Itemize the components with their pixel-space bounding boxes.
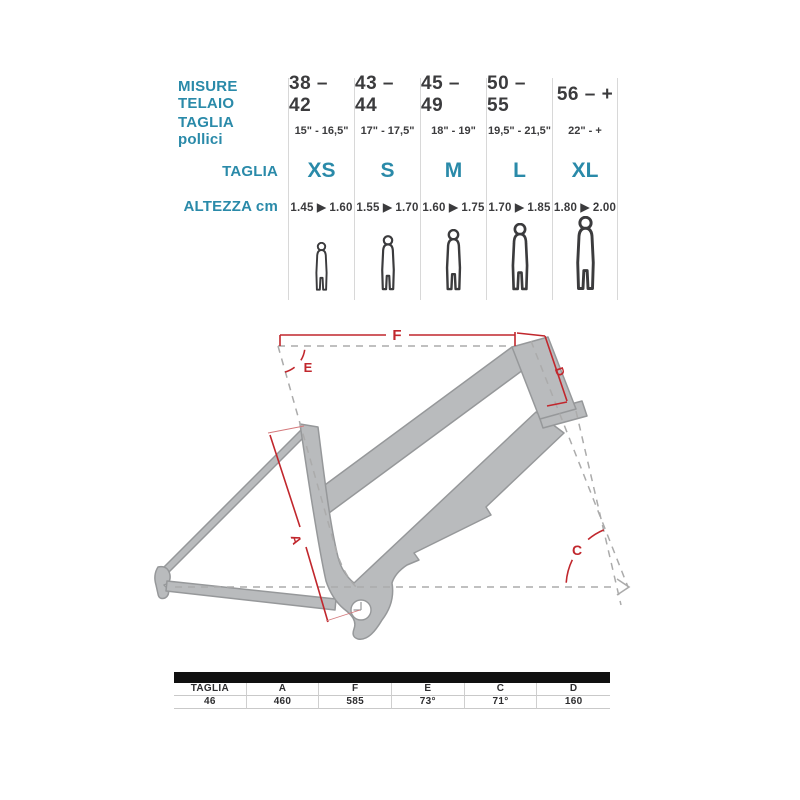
- frame-size-cell: 50 – 55: [486, 78, 552, 112]
- geometry-table: [174, 672, 610, 709]
- inch-size-cell: 17" - 17,5": [354, 112, 420, 150]
- fork-axis-line: [576, 411, 621, 605]
- label-E: E: [303, 360, 313, 375]
- row-label-misure-telaio: MISURE TELAIO: [178, 78, 238, 112]
- letter-size-cell: XL: [552, 150, 618, 192]
- bike-frame: [155, 337, 587, 639]
- person-icon-l-cell: [486, 221, 552, 300]
- letter-size-cell: S: [354, 150, 420, 192]
- height-range-cell: 1.70 ▶ 1.85: [486, 192, 552, 221]
- geo-header-taglia: TAGLIA: [174, 683, 247, 696]
- label-D: D: [551, 365, 568, 379]
- seat-stay: [161, 431, 306, 576]
- letter-size-cell: L: [486, 150, 552, 192]
- geo-value-d: 160: [537, 696, 610, 709]
- height-range-cell: 1.80 ▶ 2.00: [552, 192, 618, 221]
- height-range-cell: 1.55 ▶ 1.70: [354, 192, 420, 221]
- person-icon-xl-cell: [552, 221, 618, 300]
- frame-size-cell: 56 – +: [552, 78, 618, 112]
- person-icon: [439, 229, 468, 292]
- height-range-cell: 1.60 ▶ 1.75: [420, 192, 486, 221]
- person-icon: [504, 223, 536, 292]
- inch-size-cell: 15" - 16,5": [288, 112, 354, 150]
- label-A: A: [287, 532, 305, 547]
- person-icon-m-cell: [420, 221, 486, 300]
- inch-size-cell: 18" - 19": [420, 112, 486, 150]
- geo-value-a: 460: [247, 696, 320, 709]
- icon-row-spacer: [178, 221, 288, 300]
- dimension-E-arc: [285, 350, 305, 372]
- geo-header-f: F: [319, 683, 392, 696]
- person-icon: [375, 235, 401, 292]
- head-tube: [512, 337, 576, 419]
- geometry-table-grid: [174, 683, 610, 709]
- geo-value-taglia: 46: [174, 696, 247, 709]
- geometry-table-header-bar: [174, 672, 610, 683]
- frame-size-cell: 43 – 44: [354, 78, 420, 112]
- letter-size-cell: XS: [288, 150, 354, 192]
- inch-size-cell: 19,5" - 21,5": [486, 112, 552, 150]
- geo-header-d: D: [537, 683, 610, 696]
- down-tube-and-seat-tube: [300, 412, 564, 639]
- person-icon-s-cell: [354, 221, 420, 300]
- person-icon: [310, 242, 333, 292]
- geo-value-e: 73°: [392, 696, 465, 709]
- geo-value-c: 71°: [465, 696, 538, 709]
- geo-header-a: A: [247, 683, 320, 696]
- motor-cutout: [324, 613, 349, 631]
- person-icon: [568, 216, 603, 292]
- row-label-altezza-cm: ALTEZZA cm: [183, 198, 278, 215]
- geo-header-c: C: [465, 683, 538, 696]
- geo-value-f: 585: [319, 696, 392, 709]
- frame-size-cell: 45 – 49: [420, 78, 486, 112]
- frame-size-cell: 38 – 42: [288, 78, 354, 112]
- size-table: [178, 73, 618, 300]
- geo-header-e: E: [392, 683, 465, 696]
- chain-stay: [166, 581, 336, 610]
- label-F: F: [392, 327, 402, 344]
- label-C: C: [571, 542, 583, 558]
- inch-size-cell: 22" - +: [552, 112, 618, 150]
- height-range-cell: 1.45 ▶ 1.60: [288, 192, 354, 221]
- frame-geometry-diagram: [140, 315, 670, 660]
- row-label-taglia: TAGLIA: [222, 162, 278, 180]
- letter-size-cell: M: [420, 150, 486, 192]
- row-label-taglia-pollici: TAGLIA pollici: [178, 114, 234, 148]
- person-icon-xs-cell: [288, 221, 354, 300]
